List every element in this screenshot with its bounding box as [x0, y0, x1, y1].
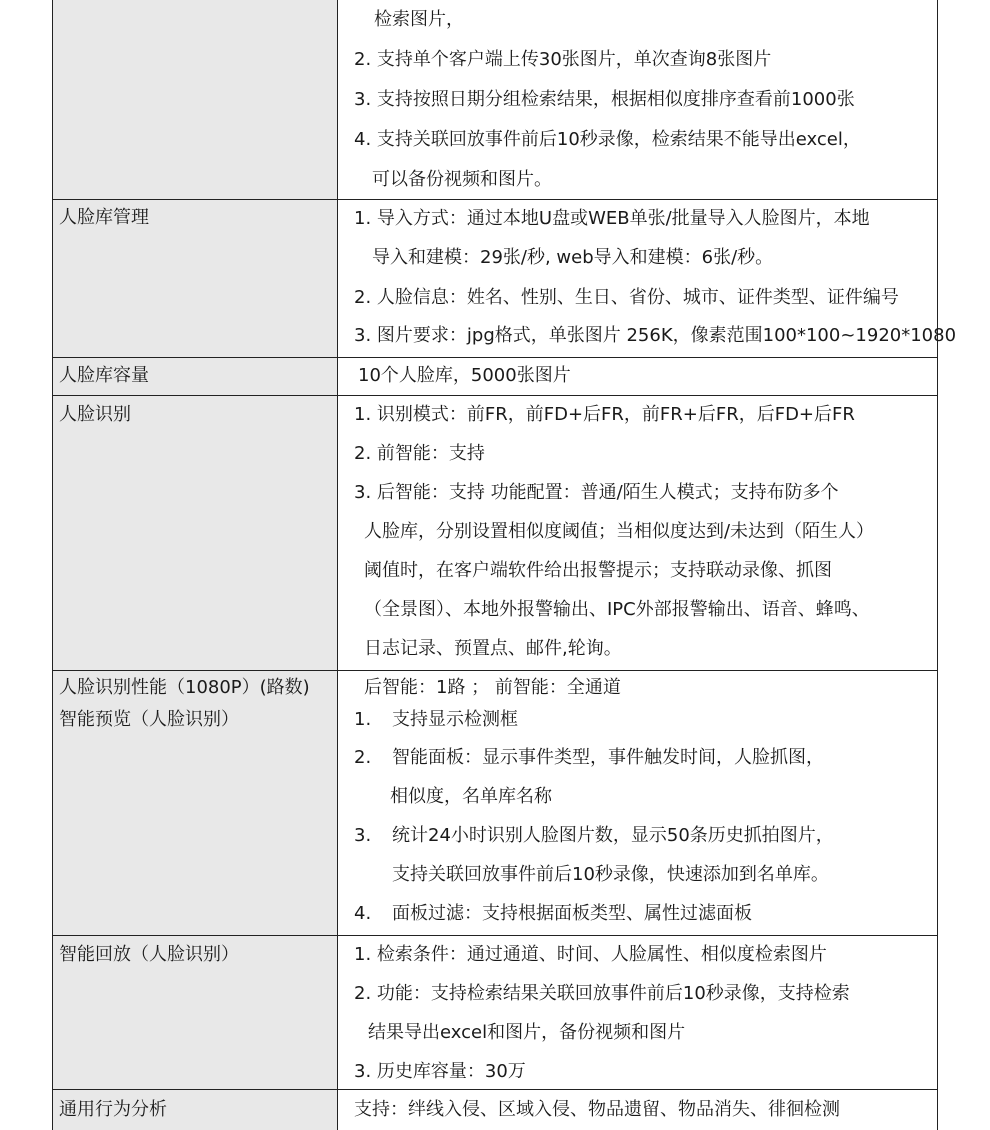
table-row — [52, 1090, 938, 1130]
list-number: 3. — [354, 825, 372, 846]
spec-label-cell — [53, 1090, 338, 1130]
spec-numbered-line — [354, 824, 834, 848]
spec-label-cell — [53, 396, 338, 670]
spec-label-cell — [53, 936, 338, 1089]
spec-line: 日志记录、预置点、邮件,轮询。 — [364, 638, 622, 659]
list-number: 1. — [354, 709, 372, 730]
spec-line: 导入和建模：29张/秒, web导入和建模：6张/秒。 — [372, 247, 774, 268]
spec-numbered-line — [354, 708, 518, 732]
spec-label: 人脸库管理 — [59, 207, 149, 228]
spec-line: 阈值时，在客户端软件给出报警提示；支持联动录像、抓图 — [364, 560, 832, 581]
spec-line: 可以备份视频和图片。 — [372, 169, 552, 190]
spec-value-cell — [338, 396, 937, 670]
spec-line: 1. 导入方式：通过本地U盘或WEB单张/批量导入人脸图片，本地 — [354, 208, 870, 229]
spec-line: 3. 后智能：支持 功能配置：普通/陌生人模式；支持布防多个 — [354, 482, 839, 503]
spec-label: 人脸库容量 — [59, 365, 149, 386]
spec-value-cell — [338, 671, 937, 935]
spec-line: 4. 支持关联回放事件前后10秒录像，检索结果不能导出excel， — [354, 129, 861, 150]
spec-value-cell — [338, 200, 957, 357]
spec-line: 1. 检索条件：通过通道、时间、人脸属性、相似度检索图片 — [354, 944, 827, 965]
spec-table — [52, 0, 957, 1120]
spec-line-text: 支持显示检测框 — [392, 709, 518, 730]
spec-value-cell — [338, 358, 937, 395]
spec-label: 人脸识别 — [59, 404, 131, 425]
spec-line: 10个人脸库，5000张图片 — [358, 365, 571, 386]
spec-line: 3. 支持按照日期分组检索结果，根据相似度排序查看前1000张 — [354, 89, 855, 110]
spec-line: 2. 前智能：支持 — [354, 443, 485, 464]
spec-label-cell — [53, 358, 338, 395]
spec-numbered-line — [354, 746, 824, 770]
spec-line: 2. 功能：支持检索结果关联回放事件前后10秒录像，支持检索 — [354, 983, 850, 1004]
table-row — [52, 358, 938, 396]
spec-line: 人脸库，分别设置相似度阈值；当相似度达到/未达到（陌生人） — [364, 521, 875, 542]
spec-value-cell — [338, 0, 937, 199]
spec-label-cell — [53, 671, 338, 935]
spec-label-cell — [53, 200, 338, 357]
table-row — [52, 396, 938, 671]
spec-label: 智能预览（人脸识别） — [59, 709, 239, 730]
spec-label-cell — [53, 0, 338, 199]
list-number: 4. — [354, 903, 372, 924]
spec-line: 支持关联回放事件前后10秒录像，快速添加到名单库。 — [392, 864, 829, 885]
table-row — [52, 671, 938, 936]
spec-line: 2. 支持单个客户端上传30张图片，单次查询8张图片 — [354, 49, 772, 70]
spec-line: 3. 图片要求：jpg格式，单张图片 256K，像素范围100*100~1920*1080 — [354, 325, 957, 346]
spec-line: 相似度，名单库名称 — [390, 786, 552, 807]
spec-line: 支持：绊线入侵、区域入侵、物品遗留、物品消失、徘徊检测 — [354, 1099, 840, 1120]
spec-value-cell — [338, 1090, 937, 1130]
spec-value-cell — [338, 936, 937, 1089]
table-row — [52, 936, 938, 1090]
spec-line: 结果导出excel和图片，备份视频和图片 — [368, 1022, 686, 1043]
list-number: 2. — [354, 747, 372, 768]
spec-line-text: 面板过滤：支持根据面板类型、属性过滤面板 — [392, 903, 752, 924]
spec-line: 1. 识别模式：前FR，前FD+后FR，前FR+后FR，后FD+后FR — [354, 404, 855, 425]
spec-line: 检索图片， — [374, 9, 464, 30]
spec-label: 智能回放（人脸识别） — [59, 944, 239, 965]
spec-line: 2. 人脸信息：姓名、性别、生日、省份、城市、证件类型、证件编号 — [354, 287, 899, 308]
spec-line: 后智能：1路 ； 前智能：全通道 — [364, 677, 621, 698]
spec-label: 通用行为分析 — [59, 1099, 167, 1120]
spec-line-text: 统计24小时识别人脸图片数，显示50条历史抓拍图片， — [392, 825, 834, 846]
table-row — [52, 200, 957, 358]
spec-line: （全景图）、本地外报警输出、IPC外部报警输出、语音、蜂鸣、 — [364, 599, 870, 620]
spec-line-text: 智能面板：显示事件类型，事件触发时间，人脸抓图， — [392, 747, 824, 768]
spec-line: 3. 历史库容量：30万 — [354, 1061, 526, 1082]
table-row — [52, 0, 938, 200]
spec-numbered-line — [354, 902, 752, 926]
spec-label: 人脸识别性能（1080P）(路数) — [59, 677, 310, 698]
